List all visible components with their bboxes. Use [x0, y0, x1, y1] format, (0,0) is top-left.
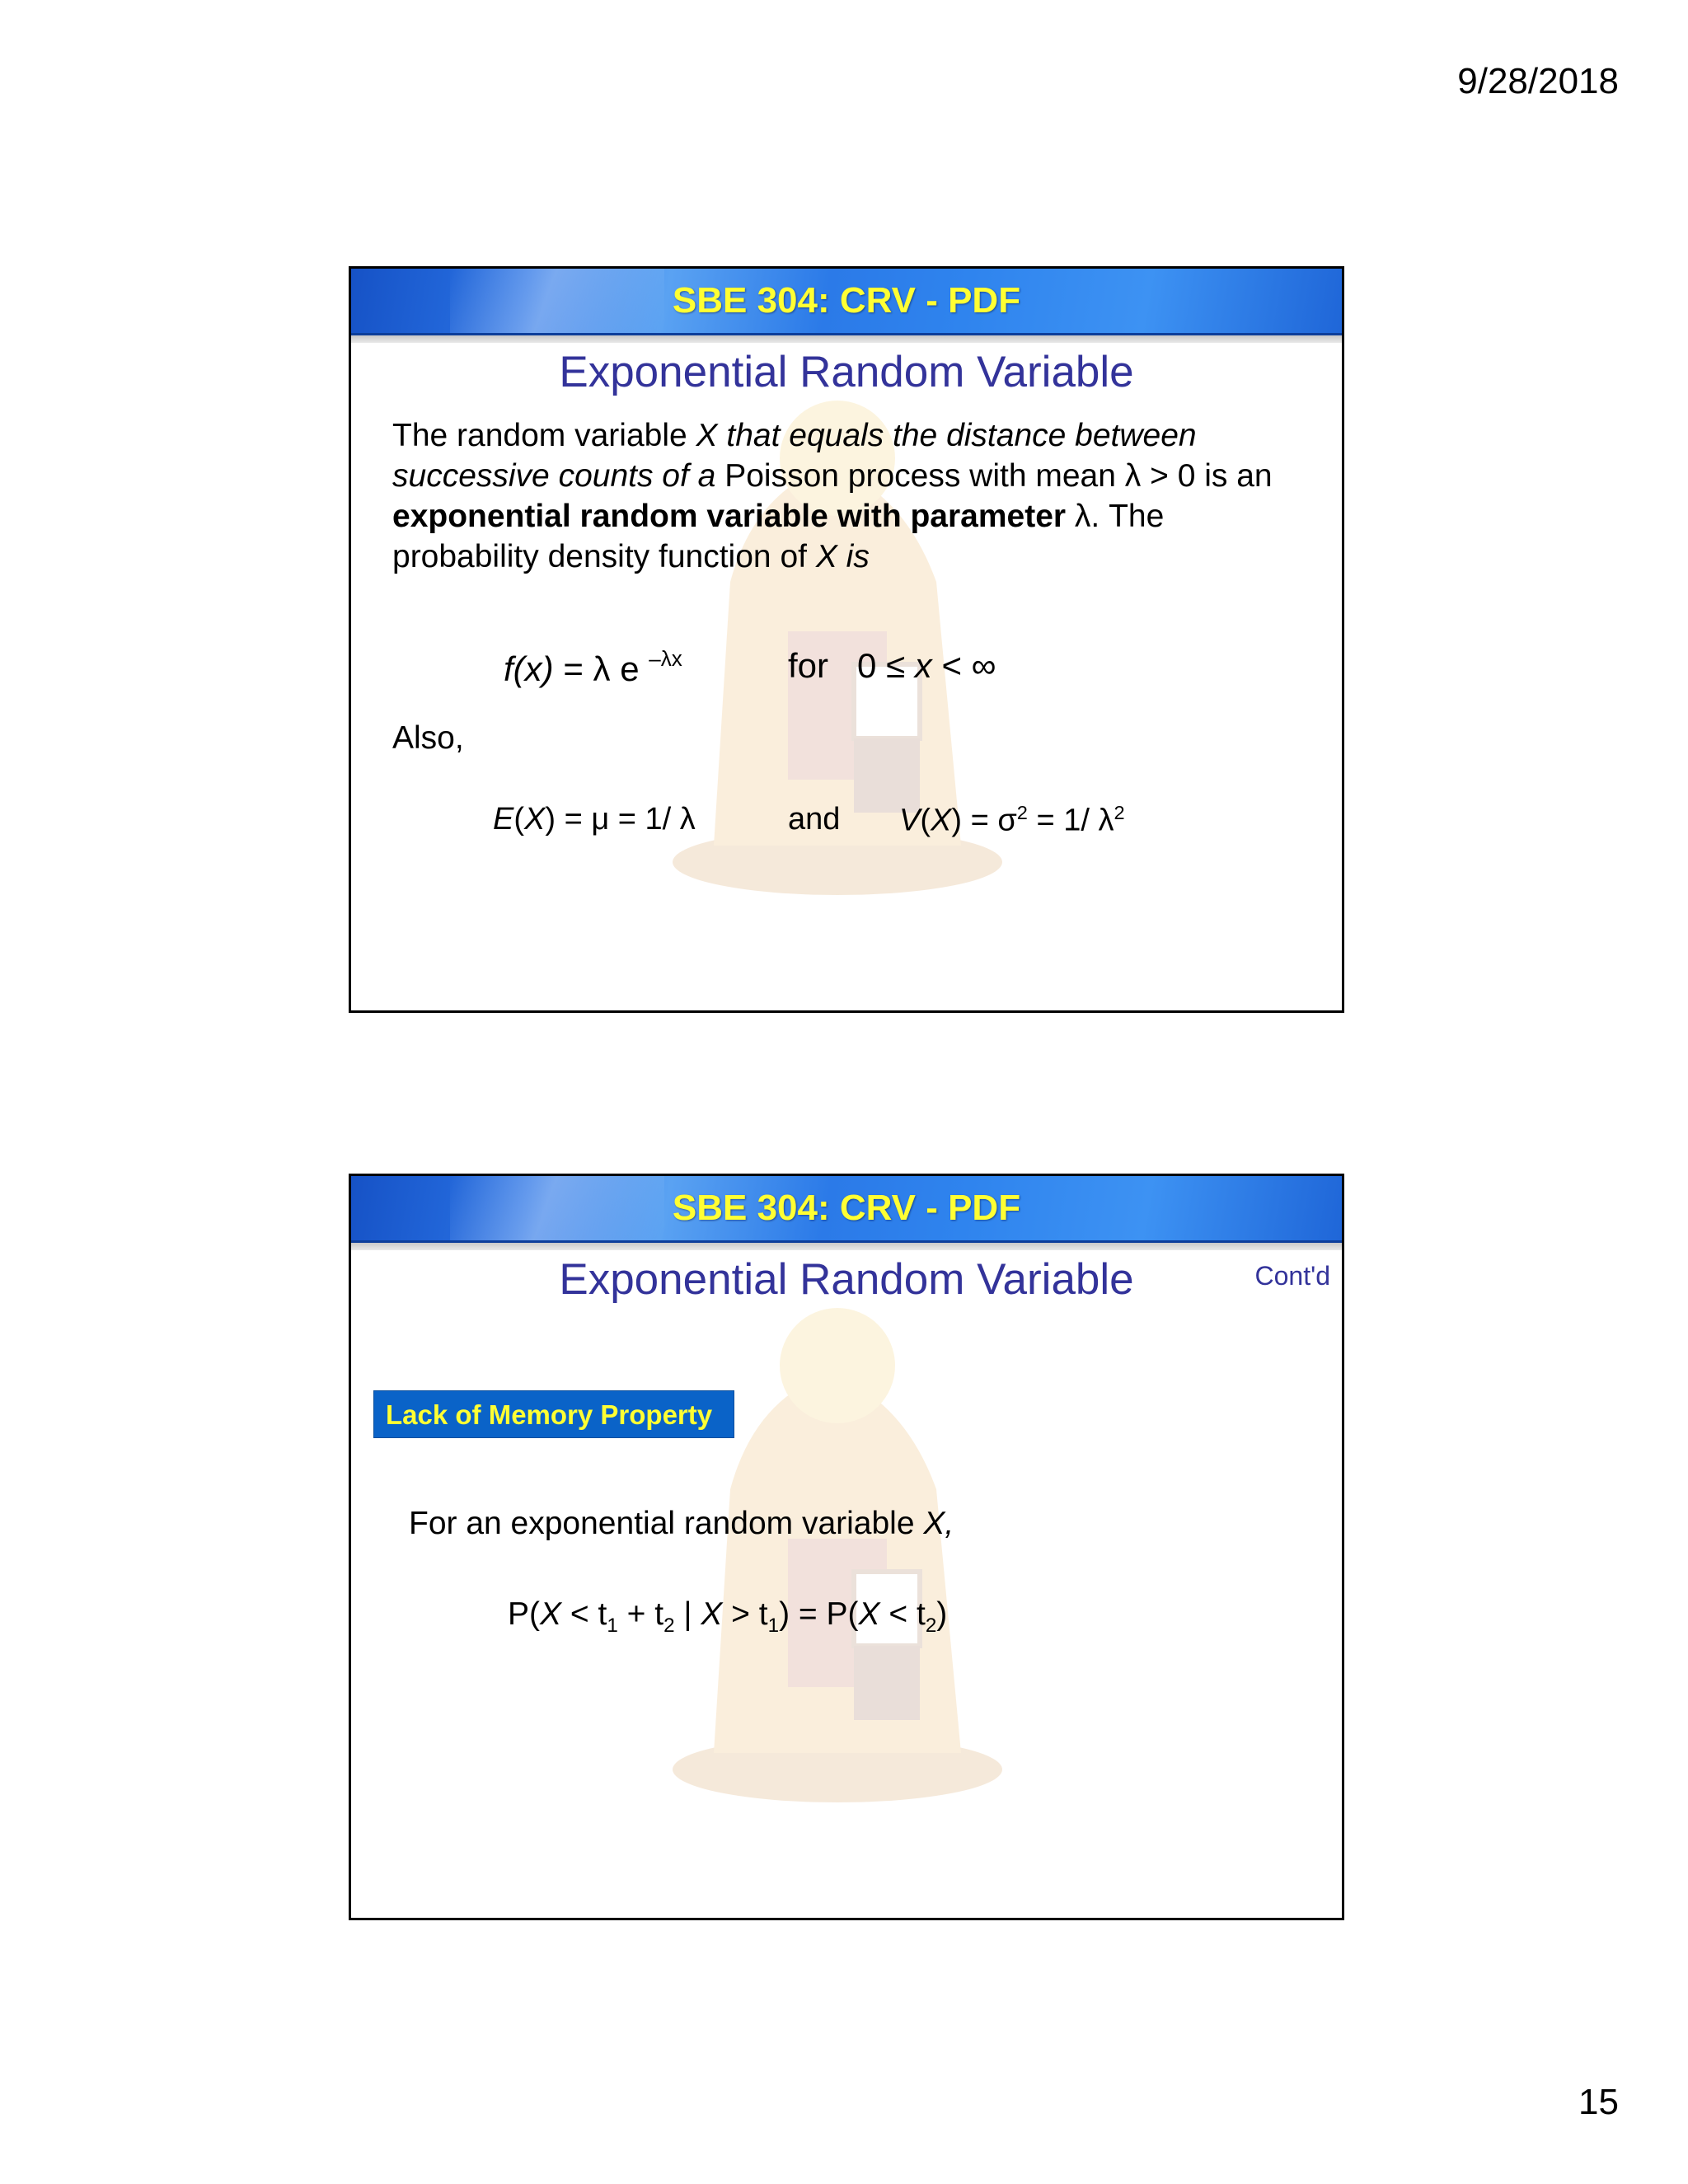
slide-lack-of-memory [349, 1174, 1344, 1920]
memory-lt2: < t [879, 1596, 926, 1632]
variance-x: X [931, 803, 952, 838]
title-underline [351, 1243, 1342, 1250]
mean-rest: = μ = 1/ λ [556, 802, 696, 837]
memory-p: P( [508, 1596, 540, 1632]
memory-gt: > t [722, 1596, 768, 1632]
memory-x2: X [701, 1596, 723, 1632]
pdf-for-word: for [788, 646, 829, 685]
memory-intro-text: For an exponential random variable [409, 1506, 924, 1541]
definition-text-4: exponential random variable with parameter [392, 499, 1067, 534]
slide-title-bar [351, 269, 1342, 335]
mean-x: X [524, 802, 546, 837]
memory-intro-x: X, [923, 1506, 954, 1541]
pdf-range [788, 646, 996, 686]
slide-heading: Exponential Random Variable [559, 1255, 1134, 1304]
memory-plus: + t [617, 1596, 664, 1632]
pdf-range-b: < ∞ [931, 646, 996, 685]
memory-sub1: 1 [607, 1614, 618, 1637]
also-label: Also, [392, 720, 464, 756]
variance-formula: $V(X) = \sigma^2 = 1/$ $\lambda^2$ [899, 802, 1125, 838]
memory-x1: X [540, 1596, 562, 1632]
contd-label: Cont'd [1254, 1261, 1330, 1291]
pdf-eq: = λ e [553, 649, 649, 688]
title-underline [351, 335, 1342, 343]
page-number: 15 [1578, 2082, 1619, 2122]
watermark-logo-icon [664, 1275, 1010, 1811]
memory-sub3: 1 [767, 1614, 780, 1637]
definition-paragraph [392, 415, 1315, 577]
memory-close2: ) [936, 1596, 948, 1632]
mean-formula: E(X) = μ = 1/ λ [493, 802, 696, 837]
memory-close1: ) = P( [779, 1596, 859, 1632]
memory-property-formula [508, 1596, 947, 1638]
pdf-lhs: f(x) [504, 649, 554, 688]
variance-lambda-square: 2 [1114, 802, 1125, 823]
variance-rest-1: = σ [962, 803, 1017, 838]
pdf-range-a: 0 ≤ [857, 646, 915, 685]
variance-v: V [899, 803, 921, 838]
variance-sigma-square: 2 [1016, 802, 1028, 823]
slide-heading: Exponential Random Variable [559, 348, 1134, 396]
pdf-exponent: –λx [649, 646, 682, 671]
slide-course-title: SBE 304: CRV - PDF [672, 1188, 1021, 1228]
slide-title-bar [351, 1176, 1342, 1243]
slide-exponential-pdf [349, 266, 1344, 1013]
definition-text-2: X that equals the distance between successive counts of a [392, 418, 1197, 494]
definition-text-5: λ. The probability density function of [392, 499, 1165, 574]
memory-bar: | [674, 1596, 701, 1632]
memory-x3: X [858, 1596, 880, 1632]
memory-intro [409, 1506, 954, 1542]
variance-rest-2: = 1/ λ [1027, 803, 1114, 838]
definition-text-3: Poisson process with mean λ > 0 is an [715, 458, 1273, 494]
pdf-formula [504, 646, 682, 689]
and-word: and [788, 802, 841, 837]
lack-of-memory-badge: Lack of Memory Property [373, 1390, 734, 1438]
page-date: 9/28/2018 [1457, 61, 1619, 101]
definition-text-1: The random variable [392, 418, 696, 453]
memory-sub2: 2 [663, 1614, 675, 1637]
definition-text-6: X is [815, 539, 870, 574]
pdf-range-x: x [914, 646, 932, 685]
memory-lt1: < t [561, 1596, 607, 1632]
slide-course-title: SBE 304: CRV - PDF [672, 280, 1021, 321]
memory-sub4: 2 [925, 1614, 937, 1637]
mean-e: E [493, 802, 514, 837]
